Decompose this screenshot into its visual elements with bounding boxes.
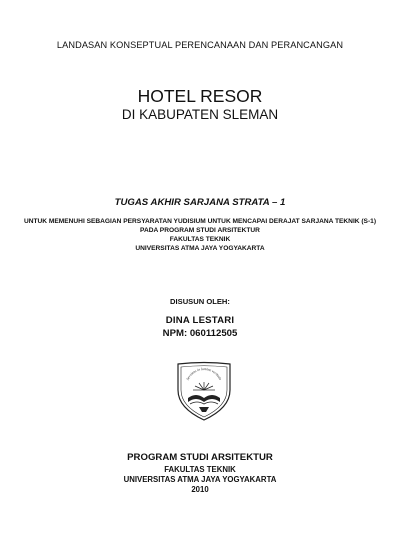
authored-by-label: DISUSUN OLEH: xyxy=(170,297,230,306)
purpose-line: UNIVERSITAS ATMA JAYA YOGYAKARTA xyxy=(135,245,265,252)
footer-program: PROGRAM STUDI ARSITEKTUR xyxy=(127,452,273,463)
document-subtitle: DI KABUPATEN SLEMAN xyxy=(121,107,279,122)
author-name: DINA LESTARI xyxy=(165,315,235,326)
header-title: LANDASAN KONSEPTUAL PERENCANAAN DAN PERANCANGAN xyxy=(56,40,344,50)
footer-faculty: FAKULTAS TEKNIK xyxy=(164,465,236,474)
thesis-label: TUGAS AKHIR SARJANA STRATA – 1 xyxy=(114,197,286,208)
footer-university: UNIVERSITAS ATMA JAYA YOGYAKARTA xyxy=(123,475,277,484)
document-title: HOTEL RESOR xyxy=(137,86,263,106)
purpose-line: PADA PROGRAM STUDI ARSITEKTUR xyxy=(140,227,260,234)
university-seal-icon xyxy=(175,360,233,422)
footer-year: 2010 xyxy=(191,485,209,494)
purpose-line: UNTUK MEMENUHI SEBAGIAN PERSYARATAN YUDISIUM UNTUK MENCAPAI DERAJAT SARJANA TEKNIK (S-1) xyxy=(23,218,377,225)
seal-motto: Serviens in lumine veritatis xyxy=(185,366,223,381)
purpose-line: FAKULTAS TEKNIK xyxy=(169,236,231,243)
author-npm: NPM: 060112505 xyxy=(162,328,238,339)
